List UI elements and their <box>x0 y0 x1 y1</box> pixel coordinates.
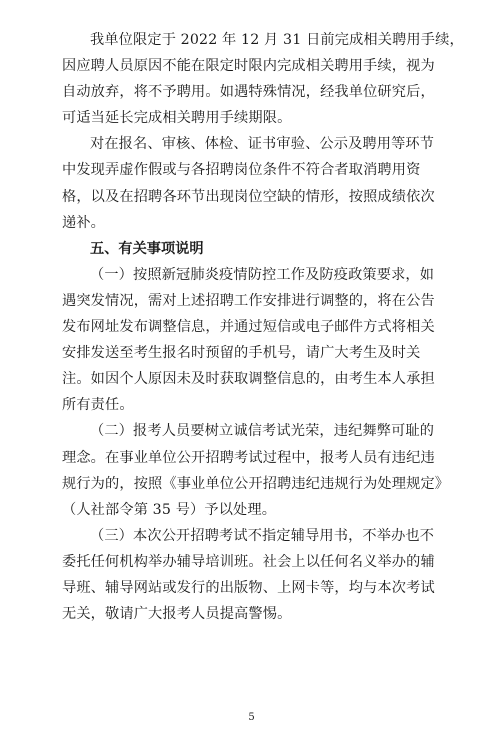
text-line: 我单位限定于 2022 年 12 月 31 日前完成相关聘用手续， <box>90 32 464 48</box>
page-content <box>62 27 462 627</box>
paragraph-appointment-deadline <box>62 27 462 131</box>
text-line: 导班、辅导网站或发行的出版物、上网卡等，均与本次考试 <box>62 579 435 596</box>
text-line: 规行为的，按照《事业单位公开招聘违纪违规行为处理规定》 <box>62 475 450 492</box>
text-line: 发布网址发布调整信息，并通过短信或电子邮件方式将相关 <box>62 319 435 336</box>
text-line: 遇突发情况，需对上述招聘工作安排进行调整的，将在公告 <box>62 292 435 309</box>
text-line: （人社部令第 35 号）予以处理。 <box>62 501 277 518</box>
text-line: （二）报考人员要树立诚信考试光荣，违纪舞弊可耻的 <box>90 423 435 440</box>
section-heading: 五、有关事项说明 <box>90 240 204 257</box>
text-line: 递补。 <box>62 214 106 231</box>
item-paragraph-2 <box>62 418 462 522</box>
text-line: （三）本次公开招聘考试不指定辅导用书，不举办也不 <box>90 527 435 544</box>
text-line: 理念。在事业单位公开招聘考试过程中，报考人员有违纪违 <box>62 449 435 466</box>
item-paragraph-1 <box>62 262 462 419</box>
text-line: 格，以及在招聘各环节出现岗位空缺的情形，按照成绩依次 <box>62 188 435 205</box>
text-line: 委托任何机构举办辅导培训班。社会上以任何名义举办的辅 <box>62 553 435 570</box>
paragraph-fraud-replacement <box>62 131 462 235</box>
item-paragraph-3 <box>62 523 462 627</box>
text-line: 因应聘人员原因不能在限定时限内完成相关聘用手续，视为 <box>62 58 435 75</box>
text-line: 安排发送至考生报名时预留的手机号，请广大考生及时关 <box>62 345 421 362</box>
page-number: 5 <box>248 712 255 723</box>
text-line: 自动放弃，将不予聘用。如遇特殊情况，经我单位研究后， <box>62 84 435 101</box>
text-line: 对在报名、审核、体检、证书审验、公示及聘用等环节 <box>90 136 435 153</box>
text-line: 可适当延长完成相关聘用手续期限。 <box>62 110 292 127</box>
text-line: （一）按照新冠肺炎疫情防控工作及防疫政策要求，如 <box>90 266 435 283</box>
text-line: 无关，敬请广大报考人员提高警惕。 <box>62 606 292 623</box>
text-line: 所有责任。 <box>62 397 134 414</box>
text-line: 注。如因个人原因未及时获取调整信息的，由考生本人承担 <box>62 371 435 388</box>
text-line: 中发现弄虚作假或与各招聘岗位条件不符合者取消聘用资 <box>62 162 421 179</box>
